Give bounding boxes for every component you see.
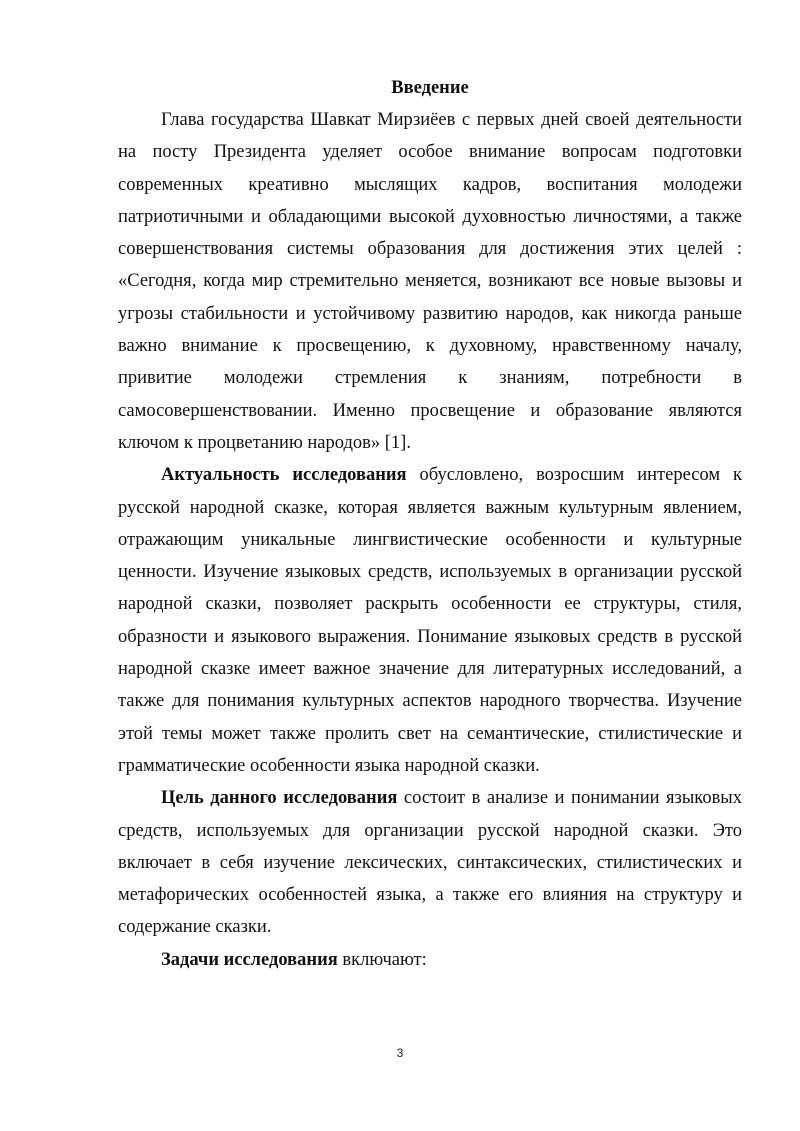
paragraph-goal xyxy=(118,782,742,943)
paragraph-intro xyxy=(118,104,742,459)
paragraph-relevance-bold: Актуальность исследования xyxy=(161,465,407,486)
paragraph-tasks-bold: Задачи исследования xyxy=(161,949,338,970)
paragraph-goal-text: состоит в анализе и понимании языковых средств, используемых для организации русской народной сказки. Это включает в себя изучение лексических, синтаксических, стилистических и метафорических особенностей языка, а также его влияния на структуру и содержание сказки. xyxy=(118,788,742,938)
document-page xyxy=(118,74,742,976)
page-number: 3 xyxy=(396,1046,404,1060)
paragraph-tasks-text: включают: xyxy=(337,949,427,970)
paragraph-relevance xyxy=(118,459,742,782)
paragraph-intro-text: Глава государства Шавкат Мирзиёев с первых дней своей деятельности на посту Президента уделяет особое внимание вопросам подготовки современных креативно мыслящих кадров, воспитания молодежи патриотичными и обладающими высокой духовностью личностями, а также совершенствования системы образования для достижения этих целей : «Сегодня, когда мир стремительно меняется, возникают все новые вызовы и угрозы стабильности и устойчивому развитию народов, как никогда раньше важно внимание к просвещению, к духовному, нравственному началу, привитие молодежи стремления к знаниям, потребности в самосовершенствовании. Именно просвещение и образование являются ключом к процветанию народов» [1]. xyxy=(118,110,742,453)
paragraph-tasks xyxy=(118,944,742,976)
paragraph-goal-bold: Цель данного исследования xyxy=(161,788,398,809)
section-heading: Введение xyxy=(391,78,469,98)
paragraph-relevance-text: обусловлено, возросшим интересом к русской народной сказке, которая является важным культурным явлением, отражающим уникальные лингвистические особенности и культурные ценности. Изучение языковых средств, используемых в организации русской народной сказки, позволяет раскрыть особенности ее структуры, стиля, образности и языкового выражения. Понимание языковых средств в русской народной сказке имеет важное значение для литературных исследований, а также для понимания культурных аспектов народного творчества. Изучение этой темы может также пролить свет на семантические, стилистические и грамматические особенности языка народной сказки. xyxy=(118,465,743,776)
